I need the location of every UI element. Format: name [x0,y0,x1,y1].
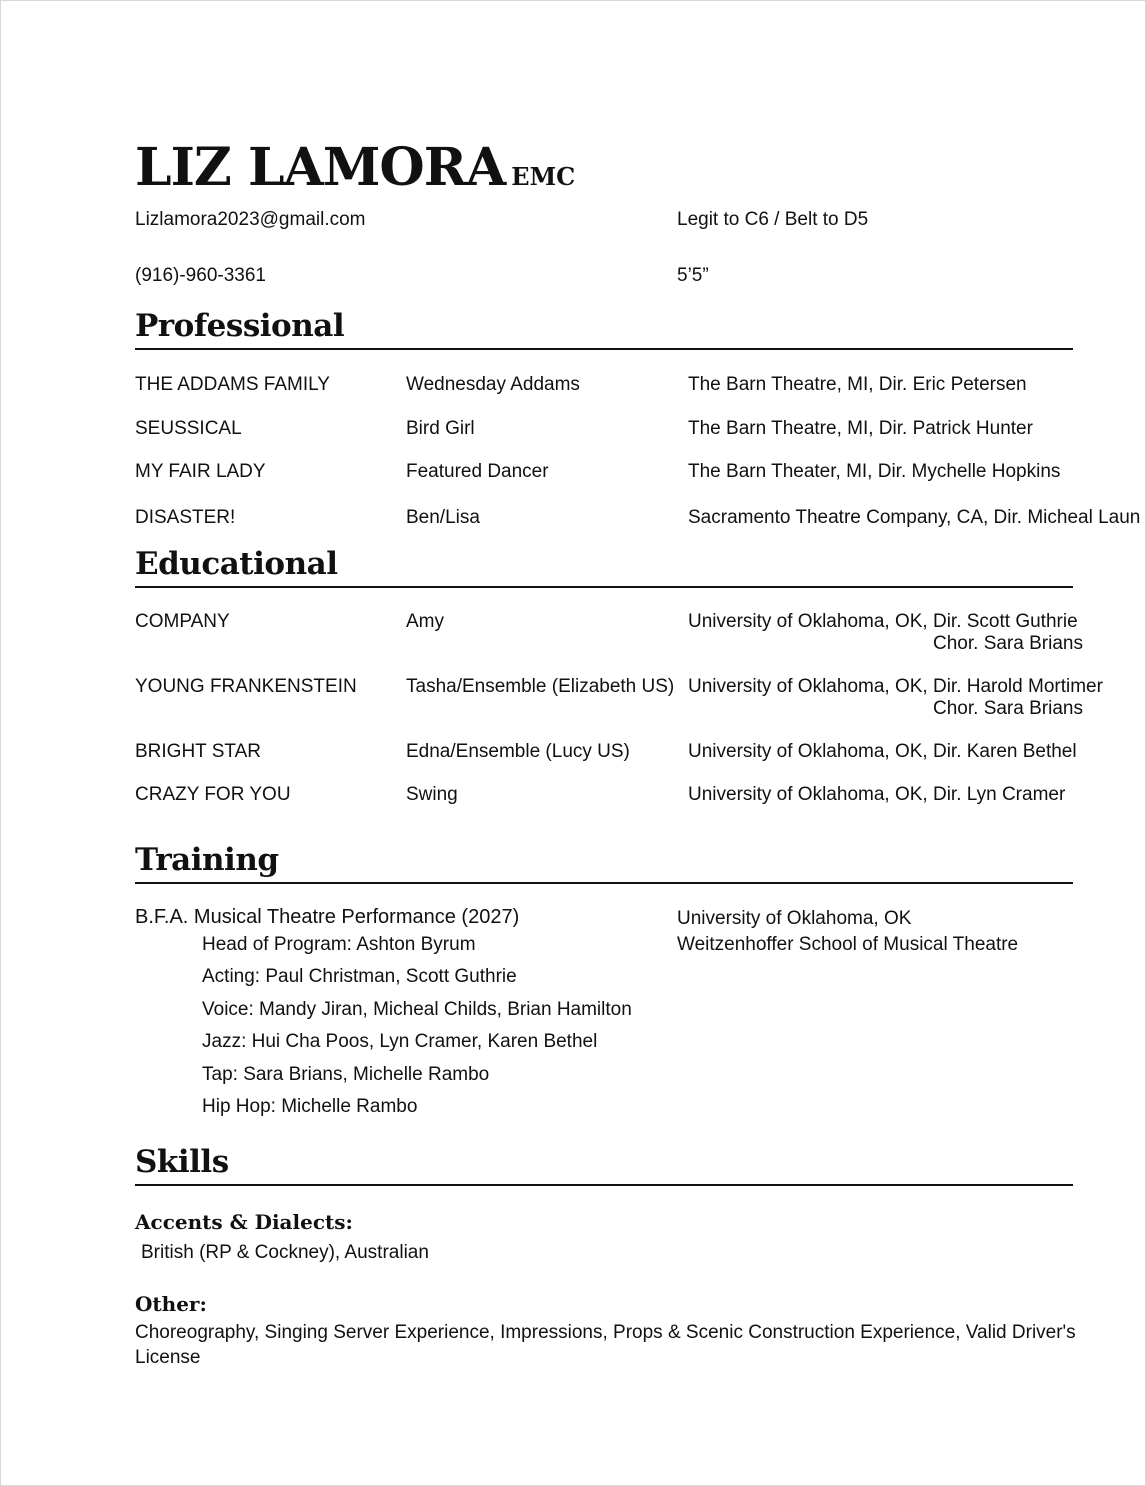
educational-choreographer: Chor. Sara Brians [933,698,1083,719]
educational-role: Amy [406,611,444,632]
instructor-line: Voice: Mandy Jiran, Micheal Childs, Brian Hamilton [202,999,632,1020]
educational-venue: University of Oklahoma, OK, Dir. Harold Mortimer [688,676,1103,697]
professional-venue: The Barn Theatre, MI, Dir. Eric Petersen [688,374,1027,395]
other-skills-line-2: License [135,1347,201,1368]
educational-venue: University of Oklahoma, OK, Dir. Lyn Cramer [688,784,1066,805]
accents-list: British (RP & Cockney), Australian [141,1242,429,1263]
educational-venue: University of Oklahoma, OK, Dir. Scott Guthrie [688,611,1078,632]
educational-choreographer: Chor. Sara Brians [933,633,1083,654]
skills-heading: Skills [135,1142,1073,1186]
school: University of Oklahoma, OK [677,908,912,929]
instructor-line: Acting: Paul Christman, Scott Guthrie [202,966,517,987]
educational-show: BRIGHT STAR [135,741,261,762]
school-program: Weitzenhoffer School of Musical Theatre [677,934,1019,955]
degree: B.F.A. Musical Theatre Performance (2027) [135,906,520,928]
professional-show: MY FAIR LADY [135,461,266,482]
email: Lizlamora2023@gmail.com [135,209,366,230]
instructor-line: Jazz: Hui Cha Poos, Lyn Cramer, Karen Bethel [202,1031,598,1052]
professional-venue: The Barn Theater, MI, Dir. Mychelle Hopkins [688,461,1061,482]
educational-venue: University of Oklahoma, OK, Dir. Karen Bethel [688,741,1077,762]
educational-show: CRAZY FOR YOU [135,784,291,805]
professional-role: Wednesday Addams [406,374,580,395]
educational-show: COMPANY [135,611,230,632]
other-skills-line-1: Choreography, Singing Server Experience, Impressions, Props & Scenic Construction Experience, Valid Driver's [135,1322,1076,1343]
header-name-block [135,138,575,207]
professional-role: Featured Dancer [406,461,549,482]
educational-role: Edna/Ensemble (Lucy US) [406,741,630,762]
instructor-line: Head of Program: Ashton Byrum [202,934,476,955]
professional-venue: Sacramento Theatre Company, CA, Dir. Micheal Laun [688,507,1141,528]
professional-role: Ben/Lisa [406,507,480,528]
professional-show: THE ADDAMS FAMILY [135,374,330,395]
instructor-line: Hip Hop: Michelle Rambo [202,1096,418,1117]
educational-show: YOUNG FRANKENSTEIN [135,676,357,697]
performer-name: LIZ LAMORA [135,137,506,198]
educational-role: Tasha/Ensemble (Elizabeth US) [406,676,675,697]
professional-show: SEUSSICAL [135,418,242,439]
instructor-line: Tap: Sara Brians, Michelle Rambo [202,1064,490,1085]
accents-label: Accents & Dialects: [135,1210,353,1234]
union-status: EMC [511,162,576,191]
educational-role: Swing [406,784,458,805]
other-skills-label: Other: [135,1292,207,1316]
vocal-range: Legit to C6 / Belt to D5 [677,209,869,230]
training-heading: Training [135,840,1073,884]
professional-role: Bird Girl [406,418,475,439]
professional-venue: The Barn Theatre, MI, Dir. Patrick Hunter [688,418,1033,439]
phone: (916)-960-3361 [135,265,266,286]
professional-heading: Professional [135,306,1073,350]
height: 5’5” [677,265,709,286]
educational-heading: Educational [135,544,1073,588]
professional-show: DISASTER! [135,507,236,528]
